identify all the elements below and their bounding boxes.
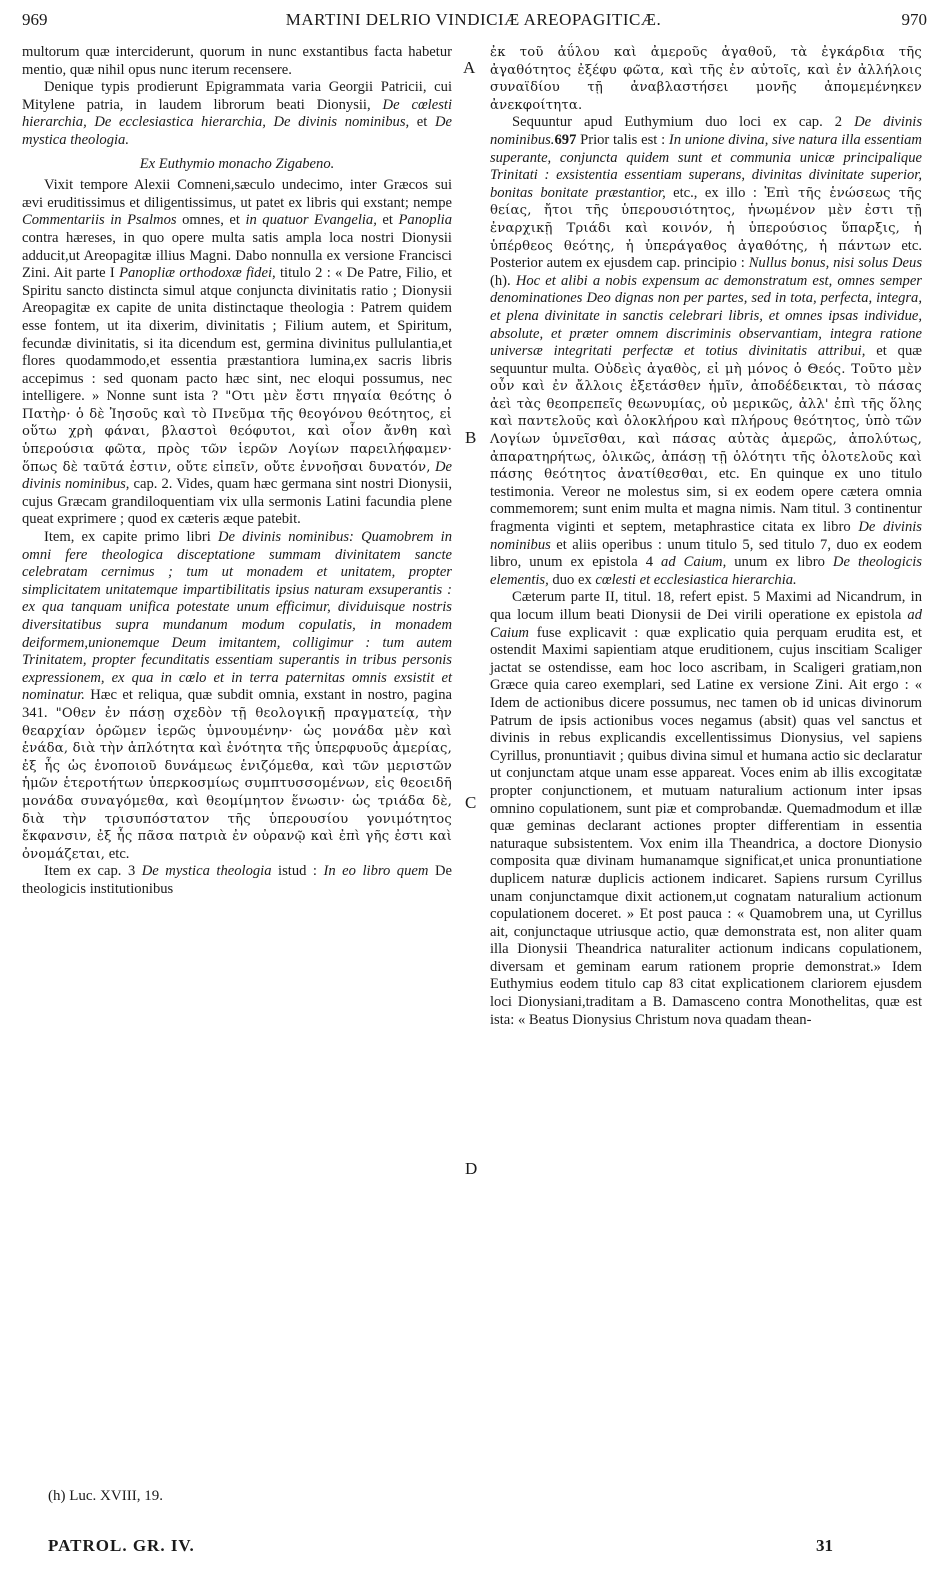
text-run: etc.: [108, 845, 130, 862]
left-column: [22, 44, 452, 899]
text-run: et aliis operibus : unum titulo 5, sed titulo 7, duo ex eodem libro, unum ex epistola 4: [490, 536, 922, 571]
text-run: istud :: [278, 863, 317, 880]
paragraph: [22, 529, 452, 863]
text-run: unum ex libro: [734, 554, 825, 571]
page-number-right: 970: [901, 10, 927, 29]
running-header: [0, 0, 947, 40]
work-title: De divinis nominibus.: [490, 114, 922, 148]
greek-quotation: "Οτι μὲν ἔστι πηγαία θεότης ὁ Πατὴρ· ὁ δὲ Ἰησοῦς καὶ τὸ Πνεῦμα τῆς θεογόνου θεότητος, εἰ οὕτω χρὴ φάναι, βλαστοὶ θεόφυτοι, καὶ οἷον ἄνθη καὶ ὑπερούσια φῶτα, πρὸς τῶν ἱερῶν Λογίων παρειλήφαμεν· ὅπως δὲ ταῦτά ἐστιν, οὔτε εἰπεῖν, οὔτε ἐννοῆσαι δυνατόν,: [22, 389, 452, 475]
work-title: in quatuor Evangelia,: [245, 212, 377, 229]
signature-mark: 31: [816, 1536, 833, 1555]
right-column: [490, 44, 922, 1029]
text-run: fuse explicavit : quæ explicatio quia perquam erudita est, et ostendit Maximi sapientiam atque eruditionem, cujus inscitiam Scaliger jactat se ostendisse, eam hoc loco ascribam, in Scaligeri gratiam,non Græce quia careo exemplari, sed Latine ex versione Zini. Ait ergo : « Idem de actionibus dicere possumus, nec tamen ob id unicas divinorum Patrum de ipsis actionibus voces negamus (absit) quas vel sanctus et divinis in rebus explicandis excellentissimus Dionysius, vel sapiens Cyrillus, pronuntiavit ; quibus divina simul et humana actio sic declaratur ut conjunctam atque unam esse appareat. Voces enim ab illis excogitatæ propter conjunctionem, et mutuam naturalium actionum inter ipsas omnino copulationem, sunt piæ et comprobandæ. Quemadmodum et illæ quæ geminas declarant actiones propter differentiam in essentia naturaque subsistentem. Vox enim illa Theandrica, a doctore Dionysio composita quæ divinam humanamque significat,et unica pronuntiatione duplicem naturæ duplicis actionem indicaret. Sapiens rursum Cyrillus unam conjunctamque dixit actionem,ut cognatam naturalium actionum copulationem doceret. » Et post pauca : « Quamobrem una, ut Cyrillus ait, conjunctaque utriusque actio, quæ demonstrata est, non aliter quam illa Dionysii Theandrica naturaliter actionum indicans copulationem, diversam et geminam earum rationem proprie demonstrat.» Idem Euthymius eodem titulo cap 83 citat explicationem clariorem ejusdem loci Dionysiani,traditam a B. Damasceno contra Monothelitas, quæ est ista: « Beatus Dionysius Christum nova quadam thean-: [490, 624, 922, 1028]
column-number: 697: [554, 131, 577, 148]
latin-quotation: Hoc et alibi a nobis expensum ac demonstratum est, omnes semper denominationes Deo dignas non per partes, sed in tota, perfecta, integra, et plena divinitate in sanctis celebrari libris, et omnes ipsas individue, absolute, et præter omnem discriminis observantiam, integra ratione universæ integritati perfectæ et totius divinitatis attribui,: [490, 272, 922, 360]
text-run: Prior talis est :: [580, 131, 666, 148]
work-title: ad Caium: [490, 607, 922, 641]
paragraph: [490, 589, 922, 1029]
text-run: Item ex cap. 3: [44, 863, 136, 880]
greek-quotation: "Οθεν ἐν πάσῃ σχεδὸν τῇ θεολογικῇ πραγματείᾳ, τὴν θεαρχίαν ὁρῶμεν ἱερῶς ὑμνουμένην· ὡς μονάδα μὲν καὶ ἑνάδα, διὰ τὴν ἁπλότητα καὶ ἑνότητα τῆς ὑπερφυοῦς ἀμερίας, ἐξ ἧς ὡς ἑνοποιοῦ δυνάμεως ἑνιζόμεθα, καὶ τῶν μεριστῶν ἡμῶν ἑτεροτήτων ὑπερκοσμίως συμπτυσσομένων, εἰς θεοειδῆ μονάδα συναγόμεθα, καὶ θεομίμητον ἕνωσιν· ὡς τριάδα δὲ, διὰ τὴν τρισυπόστατον τῆς ὑπερουσίου γονιμότητος ἔκφανσιν, ἐξ ἧς πᾶσα πατριὰ ἐν οὐρανῷ καὶ ἐπὶ γῆς ἐστι καὶ ὀνομάζεται,: [22, 705, 452, 862]
text-run: Cæterum parte II, titul. 18, refert epist. 5 Maximi ad Nicandrum, in qua locum illum beati Dionysii de Dei virili operatione ex epistola: [490, 589, 922, 623]
margin-marker-c: C: [465, 793, 477, 812]
text-run: Item, ex capite primo libri: [44, 529, 211, 546]
latin-quotation: In eo libro quem: [323, 863, 429, 880]
work-title: De theologicis institutionibus: [22, 863, 452, 897]
text-run: Sequuntur apud Euthymium duo loci ex cap. 2: [512, 114, 843, 131]
series-title: PATROL. GR. IV.: [48, 1536, 195, 1555]
footnote: (h) Luc. XVIII, 19.: [48, 1488, 163, 1504]
margin-marker-b: B: [465, 428, 477, 447]
text-run: cap. 2. Vides, quam hæc germana sint nostri Dionysii, cujus Græcam grandiloquentiam vix ulla sermonis Latini facundia plene queat exprimere ; quod ex cæteris æque patebit.: [22, 476, 452, 528]
paragraph: multorum quæ interciderunt, quorum in nunc exstantibus facta habetur mentio, quæ nihil opus nunc iterum recensere.: [22, 44, 452, 78]
latin-quotation: De divinis nominibus: Quamobrem in omni fere theologica disceptatione summam divinitatem sancte celebratam cernimus ; tum ut monadem et unitatem, propter simplicitatem unitatemque impartibilitatis ipsius naturam exsuperantis : ex qua tanquam unifica potestate unum efficimur, dividuisque nostris diversitatibus supra mundanum modum copulatis, in monadem deiformem,unionemque Deum imitantem, colligimur : tum autem Trinitatem, propter fecunditatis essentiam superantis in tribus personis expressionem, ex qua in cœlo et in terra paternitas omnis exsistit et nominatur.: [22, 529, 453, 704]
text-run: Hæc et reliqua, quæ subdit omnia, exstant in nostro, pagina 341.: [22, 687, 452, 721]
section-heading: Ex Euthymio monacho Zigabeno.: [139, 155, 335, 172]
work-title: ad Caium,: [661, 554, 727, 571]
greek-quotation: ἐκ τοῦ ἀΰλου καὶ ἀμεροῦς ἀγαθοῦ, τὰ ἐγκάρδια τῆς ἀγαθότητος ἐξέφυ φῶτα, καὶ τῆς ἐν αὐτοῖς, καὶ ἐν ἀλλήλοις συναϊδίου τῇ ἀναβλαστήσει μονῆς ἀπομεμένηκεν ἀνεκφοίτητα.: [490, 45, 922, 113]
running-title: MARTINI DELRIO VINDICIÆ AREOPAGITICÆ.: [285, 10, 662, 29]
page-number-left: 969: [22, 10, 48, 29]
work-title: De divinis nominibus: [490, 519, 922, 553]
latin-quotation: Nullus bonus, nisi solus Deus: [748, 255, 923, 272]
text-run: titulo 2 : « De Patre, Filio, et Spiritu sancto distincta simul atque conjuncta divinitatis ratio ; Dionysii Areopagitæ ex capite de unita distinctaque theologia : Patrem quidem esse fontem, ut ita dixerim, divinitatis ; Filium autem, et Spiritum, fecundæ divinitatis, si ita dicendum est, germina divinitus pullulantia,et flores quodammodo,et essentia præstantiora lumina,ex sacris libris accepimus : sed quonam pacto hæc sint, nec eloqui possumus, nec intelligere. » Nonne sunt ista ?: [22, 265, 452, 405]
margin-marker-a: A: [463, 58, 476, 77]
text-run: et: [416, 114, 428, 131]
text-run: et: [382, 212, 393, 229]
paragraph: [22, 79, 452, 149]
text-run: omnes, et: [182, 212, 240, 229]
text-run: etc. En quinque ex uno titulo testimonia. Vereor ne molestus sim, si ex eodem opere cætera omnia commemorem; sunt enim multa et magna nimis. Nam titul. 3 continentur fragmenta viginti et septem, metaphrastice citata ex libro: [490, 466, 922, 536]
text-run: etc., ex illo :: [673, 184, 757, 201]
text-run: etc. Posterior autem ex ejusdem cap. principio :: [490, 237, 922, 272]
text-run: contra hæreses, in quo opere multa satis ampla loca nostri Dionysii adducit,ut Areopagitæ illius Magni. Dabo nonnulla ex versione Francisci Zini. Ait parte I: [22, 229, 452, 282]
work-title: De mystica theologia: [141, 863, 272, 880]
work-title: De divinis nominibus,: [22, 458, 452, 493]
work-title: Panoplia: [398, 212, 452, 229]
text-run: Denique typis prodierunt Epigrammata varia Georgii Patricii, cui Mitylene patria, in laudem librorum beati Dionysii,: [22, 79, 452, 113]
latin-quotation: In unione divina, sive natura illa essentiam superante, conjuncta quidem sunt et communia unicæ principalique Trinitati : exsistentia essentiam superans, divinitas divinitate superior, bonitas bonitate præstantior,: [490, 131, 922, 201]
work-title: De mystica theologia.: [22, 114, 452, 148]
paragraph: [22, 177, 452, 529]
paragraph: [22, 863, 452, 898]
work-title: Commentariis in Psalmos: [22, 212, 177, 229]
work-title: De theologicis elementis,: [490, 554, 922, 588]
work-title: De cœlesti hierarchia, De ecclesiastica hierarchia, De divinis nominibus,: [22, 96, 452, 131]
work-title: cœlesti et ecclesiastica hierarchia.: [595, 571, 797, 588]
text-run: Vixit tempore Alexii Comneni,sæculo undecimo, inter Græcos sui ævi eruditissimus et diligentissimus, ut patet ex libris qui exstant; nempe: [22, 177, 452, 211]
text-run: duo ex: [552, 571, 592, 588]
footnote-ref: (h).: [490, 272, 511, 289]
work-title: Panopliæ orthodoxæ fidei,: [119, 265, 276, 282]
text-run: et quæ sequuntur multa.: [490, 343, 923, 377]
greek-quotation: Ἐπὶ τῆς ἑνώσεως τῆς θείας, ἤτοι τῆς ὑπερουσιότητος, ἡνωμένον μὲν ἐστι τῇ ἐναρχικῇ Τριάδι καὶ κοινόν, ἡ ὑπερούσιος ὕπαρξις, ἡ ὑπέρθεος θεότης, ἡ ὑπεράγαθος ἀγαθότης, ἡ πάντων: [490, 185, 922, 254]
margin-marker-d: D: [465, 1159, 478, 1178]
greek-quotation: Οὐδεὶς ἀγαθὸς, εἰ μὴ μόνος ὁ Θεός. Τοῦτο μὲν οὖν καὶ ἐν ἄλλοις ἐξετάσθεν ἡμῖν, ἀποδέδεικται, τὸ πάσας ἀεὶ τὰς θεοπρεπεῖς θεωνυμίας, οὐ μερικῶς, ἀλλ' ἐπὶ τῆς ὅλης καὶ παντελοῦς καὶ ὁλοκλήρου καὶ πλήρους θεότητος, ὑπὸ τῶν Λογίων ὑμνεῖσθαι, καὶ πάσας αὐτὰς ἀμερῶς, ἀπολύτως, ἀπαρατηρήτως, ὁλικῶς, ἀπάσῃ τῇ ὁλότητι τῆς ὁλοτελοῦς καὶ πάσης θεότητος ἀνατίθεσθαι,: [490, 361, 922, 483]
paragraph: [490, 114, 922, 589]
